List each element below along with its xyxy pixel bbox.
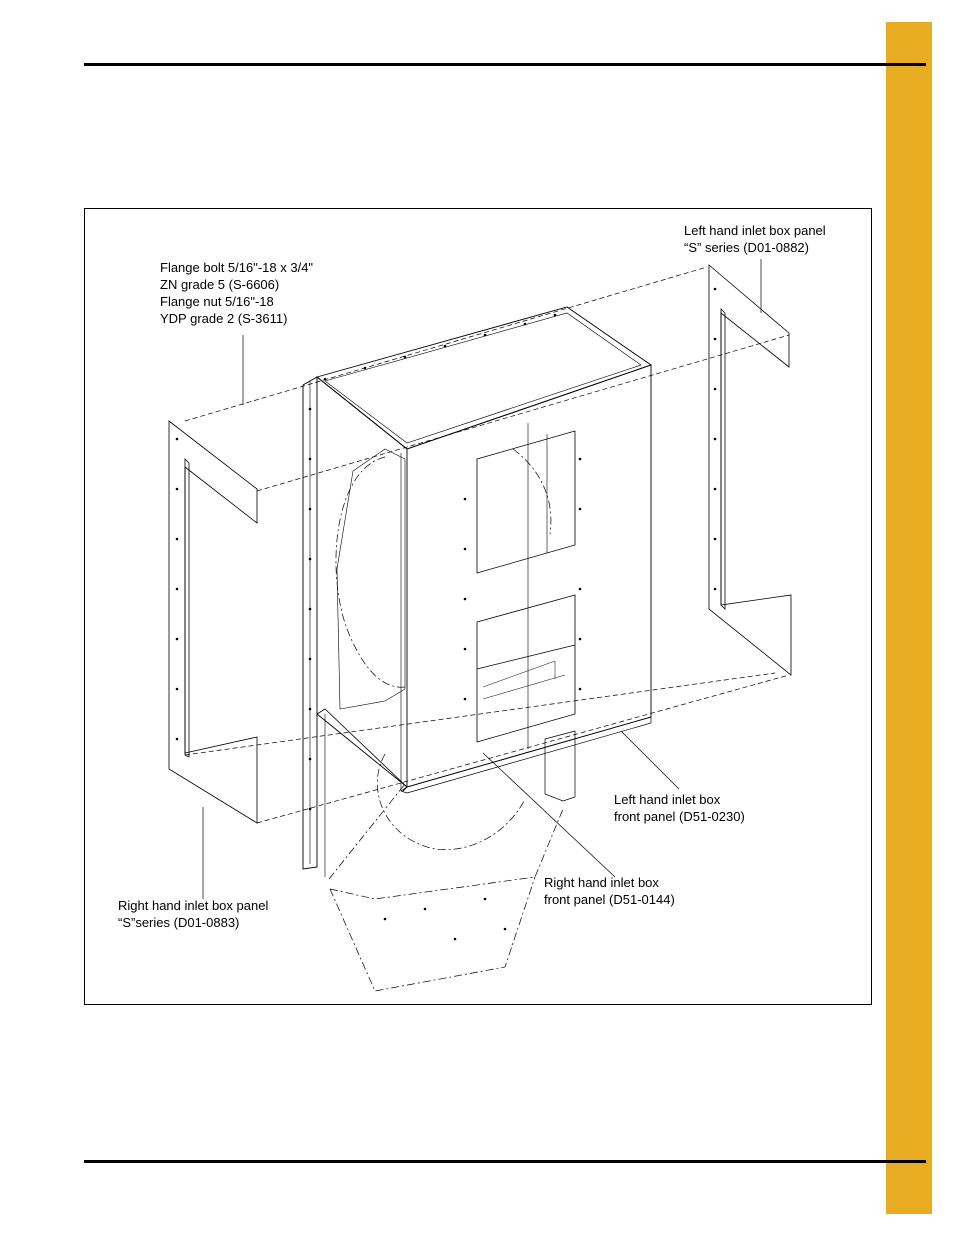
callout-left-hand-front-panel [614, 791, 745, 825]
callout-right-hand-front-panel [544, 874, 675, 908]
callout-flange-fasteners [160, 259, 313, 327]
left-hand-panel [709, 265, 791, 675]
callout-right-hand-panel [118, 897, 268, 931]
callout-line: “S” series (D01-0882) [684, 240, 809, 255]
inlet-box-side [317, 377, 407, 787]
callout-line: front panel (D51-0144) [544, 892, 675, 907]
callout-line: Left hand inlet box [614, 792, 721, 807]
footer-rule [84, 1160, 926, 1163]
right-hand-panel [169, 421, 257, 823]
callout-line: front panel (D51-0230) [614, 809, 745, 824]
callout-line: Right hand inlet box [544, 875, 659, 890]
callout-line: Flange nut 5/16"-18 [160, 294, 274, 309]
callout-line: Flange bolt 5/16"-18 x 3/4" [160, 260, 314, 275]
inlet-box-front [401, 365, 651, 793]
callout-line: Right hand inlet box panel [118, 898, 269, 913]
diagram-frame [84, 208, 872, 1005]
callout-left-hand-panel [684, 222, 826, 256]
fastener-holes [176, 288, 717, 941]
section-tab [886, 22, 932, 1214]
inlet-box-top [317, 307, 651, 449]
callout-line: YDP grade 2 (S-3611) [160, 311, 288, 326]
header-rule [84, 63, 926, 66]
callout-line: “S”series (D01-0883) [118, 915, 240, 930]
callout-line: ZN grade 5 (S-6606) [160, 277, 280, 292]
callout-line: Left hand inlet box panel [684, 223, 826, 238]
inlet-box-hopper [317, 709, 575, 991]
inlet-box-exploded-diagram [85, 209, 873, 1006]
left-flange-strip [303, 377, 317, 869]
alignment-lines [185, 267, 789, 823]
